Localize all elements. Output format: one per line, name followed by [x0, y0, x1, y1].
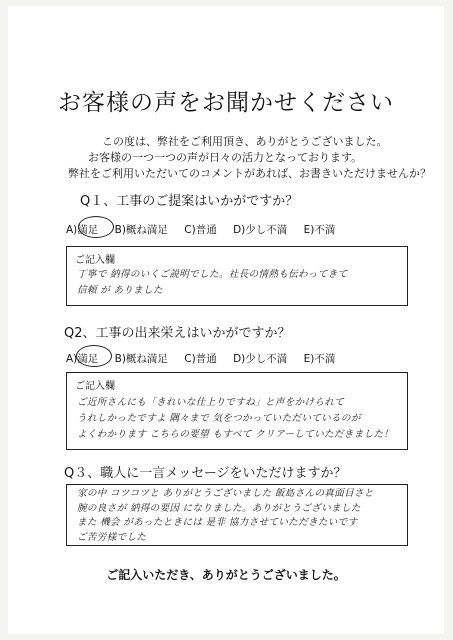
intro-line: お客様の一つ一つの声が日々の活力となっております。: [88, 151, 363, 164]
question-3: Q３、職人に一言メッセージをいただけますか？: [64, 466, 347, 481]
q2-box-label: ご記入欄: [75, 381, 115, 392]
question-1: Q１、工事のご提案はいかがですか？: [80, 194, 299, 209]
answer-line: ご苦労様でした: [77, 531, 147, 543]
answer-line: 信頼 が ありました: [77, 285, 163, 296]
q2-option-a: A)満足: [66, 353, 99, 365]
survey-sheet: [8, 6, 444, 634]
q1-option-c: C)普通: [184, 224, 217, 236]
q1-selected-circle: [78, 216, 114, 238]
question-2: Q2、工事の出来栄えはいかがですか？: [64, 326, 291, 341]
q1-handwritten-answer: [77, 267, 347, 299]
thank-you-footer: ご記入いただき、ありがとうございました。: [106, 568, 346, 582]
q1-option-e: E)不満: [303, 224, 336, 236]
q2-comment-box: [66, 372, 408, 450]
intro-line: 弊社をご利用いただいてのコメントがあれば、お書きいただけませんか？: [68, 167, 431, 180]
intro-text: [68, 134, 431, 182]
q1-comment-box: [66, 246, 408, 306]
answer-line: よくわかります こちらの要望 もすべて クリアーしていただきました！: [77, 429, 394, 440]
q2-option-d: D)少し不満: [233, 353, 288, 365]
q3-comment-box: [66, 484, 408, 546]
answer-line: うれしかったですよ 隅々まで 気をつかっていただいているのが: [77, 413, 361, 424]
intro-line: この度は、弊社をご利用頂き、ありがとうございました。: [102, 135, 388, 148]
q2-handwritten-answer: [77, 395, 393, 443]
q1-option-a: A)満足: [66, 224, 99, 236]
answer-line: 丁寧で 納得のいくご説明でした。社長の情熱も伝わってきて: [77, 269, 348, 280]
answer-line: また 機会 があったときには 是非 協力させていただきたいです: [77, 517, 358, 528]
answer-line: 腕の良さが 納得の要因 になりました。ありがとうございました: [77, 502, 361, 514]
page-title: お客様の声をお聞かせください: [58, 90, 394, 116]
q2-option-c: C)普通: [184, 353, 217, 365]
answer-line: 家の中 コツコツと ありがとうございました 飯島さんの真面目さと: [77, 488, 374, 499]
q1-box-label: ご記入欄: [75, 255, 115, 266]
q1-option-b: B)概ね満足: [114, 224, 168, 236]
q3-handwritten-answer: [77, 487, 374, 545]
q2-option-b: B)概ね満足: [114, 353, 168, 365]
q1-option-d: D)少し不満: [233, 224, 288, 236]
answer-line: ご近所さんにも「きれいな仕上りですね」と声をかけられて: [77, 397, 345, 408]
q2-option-e: E)不満: [303, 353, 336, 365]
q2-selected-circle: [76, 345, 112, 367]
